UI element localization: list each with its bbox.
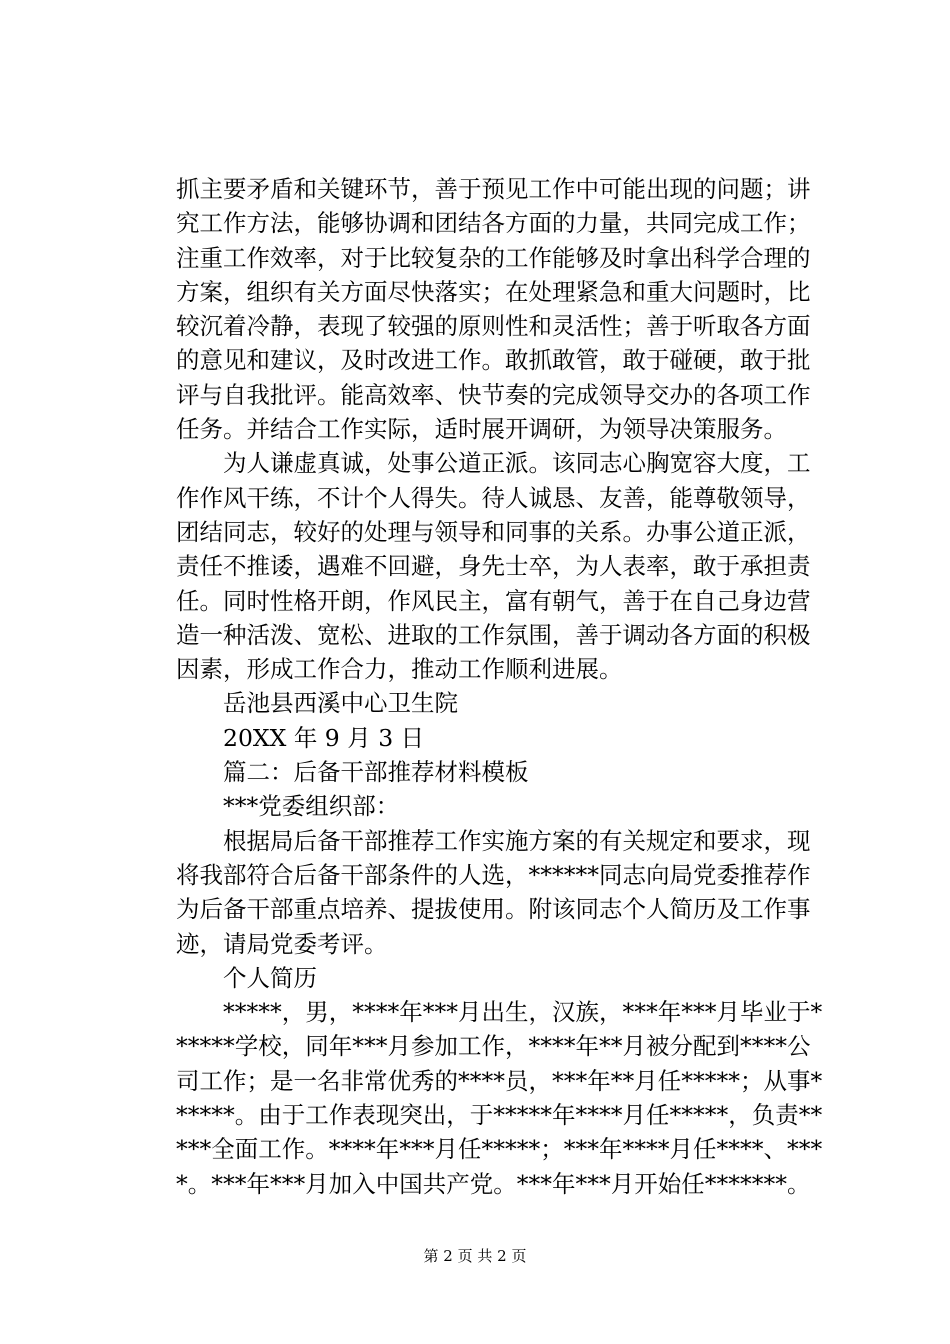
text-line: 迹，请局党委考评。 <box>176 929 388 958</box>
text-line: 抓主要矛盾和关键环节，善于预见工作中可能出现的问题；讲 <box>176 175 811 203</box>
text-line: 任。同时性格开朗，作风民主，富有朝气，善于在自己身边营 <box>176 586 811 615</box>
text-line: ***全面工作。****年***月任*****；***年****月任****、*** <box>176 1135 823 1164</box>
text-line: 将我部符合后备干部条件的人选，******同志向局党委推荐作 <box>176 860 811 889</box>
document-body <box>176 172 823 1201</box>
text-line: 责任不推诿，遇难不回避，身先士卒，为人表率，敢于承担责 <box>176 552 811 581</box>
text-line: *。***年***月加入中国共产党。***年***月开始任*******。 <box>176 1169 811 1198</box>
text-line: 方案，组织有关方面尽快落实；在处理紧急和重大问题时，比 <box>176 277 811 306</box>
text-line: 20XX 年 9 月 3 日 <box>223 723 425 752</box>
text-line: 评与自我批评。能高效率、快节奏的完成领导交办的各项工作 <box>176 380 811 409</box>
text-line: 造一种活泼、宽松、进取的工作氛围，善于调动各方面的积极 <box>176 620 811 649</box>
text-line: 注重工作效率，对于比较复杂的工作能够及时拿出科学合理的 <box>176 243 811 272</box>
text-line: *****。由于工作表现突出，于*****年****月任*****，负责** <box>176 1101 823 1130</box>
text-line: 为人谦虚真诚，处事公道正派。该同志心胸宽容大度，工 <box>223 449 811 478</box>
text-line: 篇二：后备干部推荐材料模板 <box>223 758 529 787</box>
text-line: 团结同志，较好的处理与领导和同事的关系。办事公道正派， <box>176 517 811 546</box>
text-line: 个人简历 <box>223 963 317 992</box>
text-line: 作作风干练，不计个人得失。待人诚恳、友善，能尊敬领导， <box>176 483 811 512</box>
text-line: *****学校，同年***月参加工作，****年**月被分配到****公 <box>176 1032 811 1061</box>
text-line: ***党委组织部： <box>223 792 400 821</box>
text-line: 究工作方法，能够协调和团结各方面的力量，共同完成工作； <box>176 209 811 238</box>
text-line: 根据局后备干部推荐工作实施方案的有关规定和要求，现 <box>223 826 811 855</box>
text-line: 为后备干部重点培养、提拔使用。附该同志个人简历及工作事 <box>176 895 811 924</box>
text-line: 较沉着冷静，表现了较强的原则性和灵活性；善于听取各方面 <box>176 312 811 341</box>
text-line: *****，男，****年***月出生，汉族，***年***月毕业于* <box>223 998 823 1027</box>
text-line: 任务。并结合工作实际，适时展开调研，为领导决策服务。 <box>176 415 787 444</box>
page-footer: 第 2 页 共 2 页 <box>423 1247 527 1265</box>
text-line: 岳池县西溪中心卫生院 <box>223 689 458 718</box>
text-line: 的意见和建议，及时改进工作。敢抓敢管，敢于碰硬，敢于批 <box>176 346 811 375</box>
text-line: 司工作；是一名非常优秀的****员，***年**月任*****；从事* <box>176 1066 823 1095</box>
text-line: 因素，形成工作合力，推动工作顺利进展。 <box>176 655 623 684</box>
